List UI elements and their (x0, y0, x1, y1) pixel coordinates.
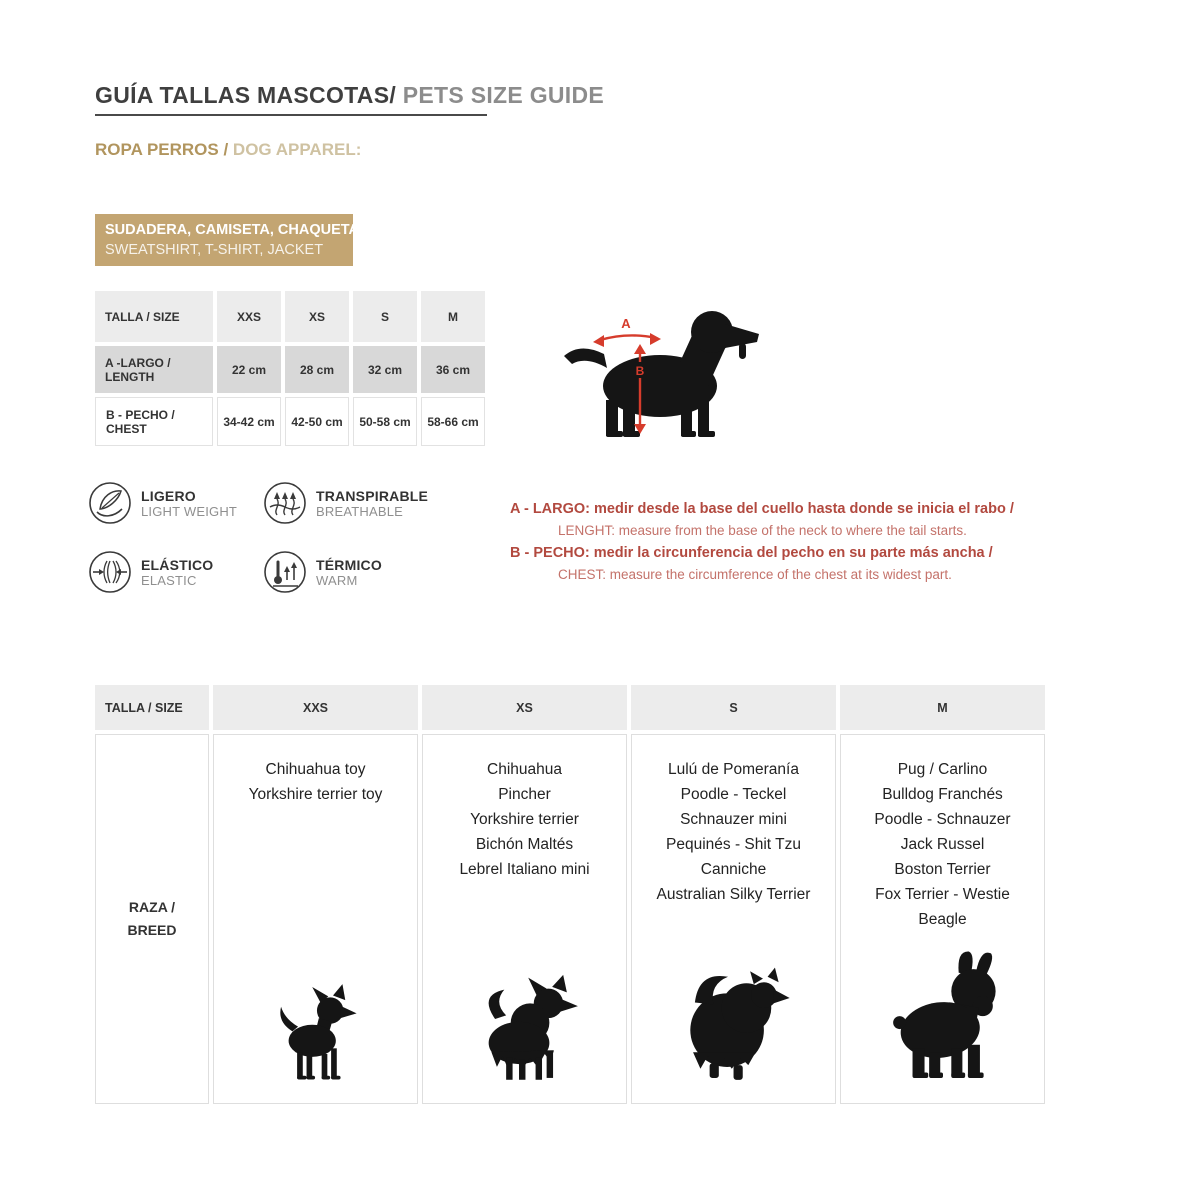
breed-item: Pug / Carlino (897, 761, 988, 778)
french-bulldog-silhouette (883, 944, 1003, 1092)
size-table-header-cell: M (421, 291, 485, 342)
size-table-row-label: A -LARGO / LENGTH (95, 346, 213, 393)
thermometer-icon (263, 550, 307, 594)
breathable-icon (263, 481, 307, 525)
size-table (95, 291, 485, 446)
breed-item: Australian Silky Terrier (656, 886, 811, 903)
feature-warm (263, 550, 382, 594)
breed-item: Bulldog Franchés (882, 786, 1003, 803)
feature-title: LIGERO (141, 487, 196, 504)
size-table-header-cell: XXS (217, 291, 281, 342)
feature-breathable (263, 481, 428, 525)
breed-item: Pincher (498, 786, 551, 803)
page-subtitle-en: DOG APPAREL: (232, 140, 362, 159)
breed-cell-xxs (213, 734, 418, 1104)
page-title-es: GUÍA TALLAS MASCOTAS/ (95, 82, 397, 108)
breed-table (95, 685, 1045, 1104)
note-b-es: B - PECHO: medir la circunferencia del pecho en su parte más ancha / (510, 545, 993, 561)
labrador-silhouette (560, 300, 765, 445)
breed-item: Yorkshire terrier toy (248, 786, 383, 803)
size-table-row-label: B - PECHO / CHEST (95, 397, 213, 446)
breed-item: Poodle - Schnauzer (874, 811, 1011, 828)
chihuahua-silhouette (273, 982, 358, 1092)
breed-item: Chihuahua (487, 761, 562, 778)
breed-row-label (95, 734, 209, 1104)
size-table-cell: 36 cm (421, 346, 485, 393)
page-title-en: PETS SIZE GUIDE (402, 82, 605, 108)
feature-subtitle: WARM (316, 572, 358, 588)
feature-title: ELÁSTICO (141, 556, 214, 573)
breed-table-header-cell: XXS (213, 685, 418, 730)
category-banner-es: SUDADERA, CAMISETA, CHAQUETA/ (105, 222, 364, 238)
size-table-cell: 28 cm (285, 346, 349, 393)
feature-elastic (88, 550, 213, 594)
measure-label-a: A (621, 316, 631, 331)
page-title (95, 82, 604, 109)
breed-table-header-cell: S (631, 685, 836, 730)
measurement-notes (510, 498, 1014, 586)
feature-lightweight (88, 481, 237, 525)
breed-item: Beagle (918, 911, 967, 928)
breed-item: Canniche (700, 861, 767, 878)
breed-item: Boston Terrier (894, 861, 991, 878)
breed-table-header-cell: M (840, 685, 1045, 730)
page-subtitle (95, 140, 361, 160)
size-table-cell: 22 cm (217, 346, 281, 393)
breed-item: Fox Terrier - Westie (875, 886, 1010, 903)
feature-title: TÉRMICO (316, 556, 382, 573)
breed-item: Chihuahua toy (265, 761, 366, 778)
size-table-cell: 32 cm (353, 346, 417, 393)
size-table-header-cell: XS (285, 291, 349, 342)
page-subtitle-es: ROPA PERROS / (95, 140, 233, 159)
feature-subtitle: LIGHT WEIGHT (141, 503, 238, 519)
breed-item: Pequinés - Shit Tzu (666, 836, 801, 853)
breed-item: Poodle - Teckel (680, 786, 787, 803)
elastic-icon (88, 550, 132, 594)
breed-cell-s (631, 734, 836, 1104)
size-table-header-cell: TALLA / SIZE (95, 291, 213, 342)
note-a-es: A - LARGO: medir desde la base del cuello hasta donde se inicia el rabo / (510, 501, 1014, 517)
category-banner (95, 214, 364, 266)
measure-label-b: B (635, 364, 645, 378)
category-banner-en: SWEATSHIRT, T-SHIRT, JACKET (105, 242, 324, 258)
size-table-cell: 34-42 cm (217, 397, 281, 446)
measurement-diagram (560, 300, 765, 450)
feature-subtitle: BREATHABLE (316, 503, 404, 519)
feature-title: TRANSPIRABLE (316, 487, 429, 504)
title-underline (95, 114, 487, 116)
feature-subtitle: ELASTIC (141, 572, 197, 588)
longhair-chihuahua-silhouette (467, 970, 582, 1092)
breed-row-label-es: RAZA / (128, 899, 176, 915)
breed-item: Bichón Maltés (475, 836, 574, 853)
breed-item: Schnauzer mini (680, 811, 787, 828)
breed-table-header-cell: XS (422, 685, 627, 730)
pomeranian-silhouette (676, 960, 791, 1092)
breed-item: Lulú de Pomeranía (668, 761, 799, 778)
breed-item: Jack Russel (900, 836, 985, 853)
breed-cell-xs (422, 734, 627, 1104)
feather-hand-icon (88, 481, 132, 525)
size-table-cell: 50-58 cm (353, 397, 417, 446)
breed-row-label-en: BREED (127, 922, 177, 938)
breed-item: Lebrel Italiano mini (459, 861, 590, 878)
note-b-en: CHEST: measure the circumference of the chest at its widest part. (558, 567, 952, 582)
size-table-cell: 42-50 cm (285, 397, 349, 446)
breed-item: Yorkshire terrier (470, 811, 579, 828)
breed-cell-m (840, 734, 1045, 1104)
breed-table-header-cell: TALLA / SIZE (95, 685, 209, 730)
note-a-en: LENGHT: measure from the base of the neck to where the tail starts. (558, 523, 967, 538)
size-table-header-cell: S (353, 291, 417, 342)
size-table-cell: 58-66 cm (421, 397, 485, 446)
